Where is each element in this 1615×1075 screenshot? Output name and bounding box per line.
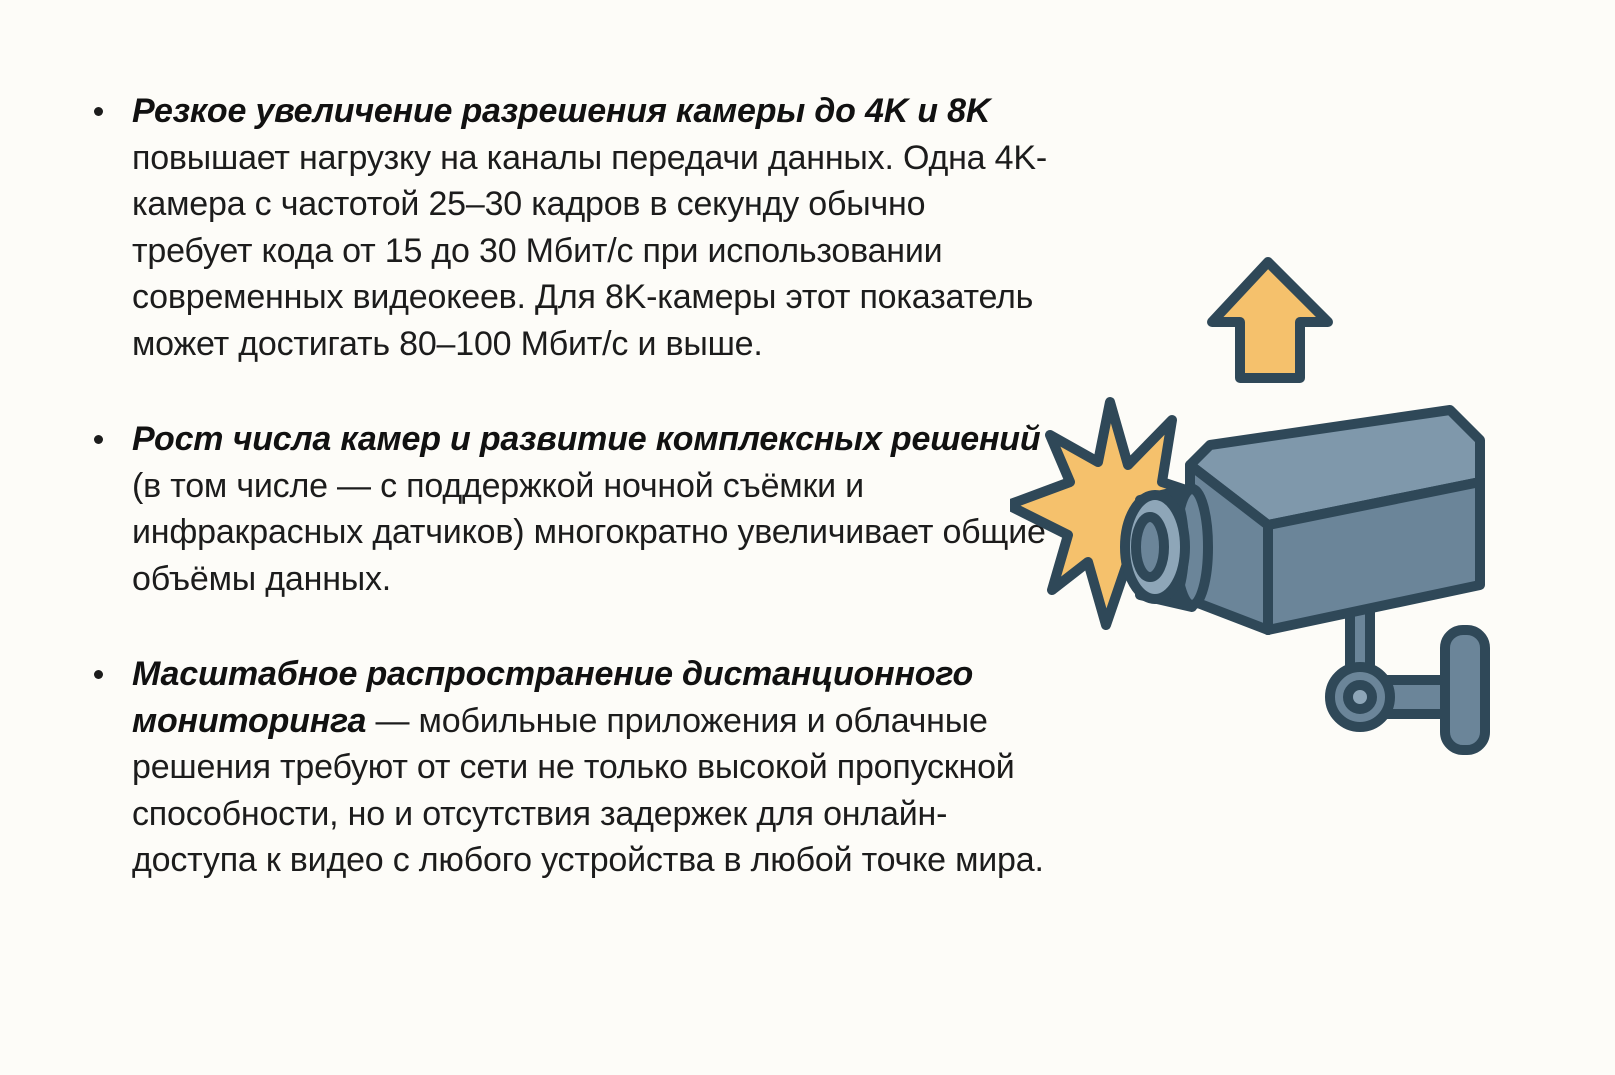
arrow-up-icon (1212, 262, 1328, 378)
mount-bracket (1330, 600, 1485, 750)
bullet-lead-text: Резкое увеличение разрешения камеры до 4K и 8K (132, 92, 991, 130)
bullet-list (90, 88, 1050, 884)
bullet-body-text: (в том числе — с поддержкой ночной съёмки и инфракрасных датчиков) многократно увеличивает общие объёмы данных. (132, 466, 1046, 598)
bullet-body-text: повышает нагрузку на каналы передачи данных. Одна 4K-камера с частотой 25–30 кадров в секунду обычно требует кода от 15 до 30 Мбит/с при использовании современных видеокеев. Для 8K-камеры этот показатель может достигать 80–100 Мбит/с и выше. (132, 138, 1047, 363)
bullet-marker (94, 107, 103, 116)
bullet-item-resolution (90, 88, 1050, 367)
bullet-item-remote-monitoring (90, 651, 1050, 884)
bullet-body-text: — мобильные приложения и облачные решения требуют от сети не только высокой пропускной способности, но и отсутствия задержек для онлайн-доступа к видео с любого устройства в любой точке мира. (132, 701, 1044, 879)
security-camera-icon (1125, 410, 1480, 630)
bullet-lead-text: Масштабное распространение дистанционного мониторинга (132, 655, 974, 740)
bullet-lead-text: Рост числа камер и развитие комплексных решений (132, 420, 1041, 458)
bullet-marker (94, 435, 103, 444)
bullet-marker (94, 670, 103, 679)
security-camera-illustration (1010, 250, 1570, 780)
bullet-item-camera-count (90, 416, 1050, 602)
